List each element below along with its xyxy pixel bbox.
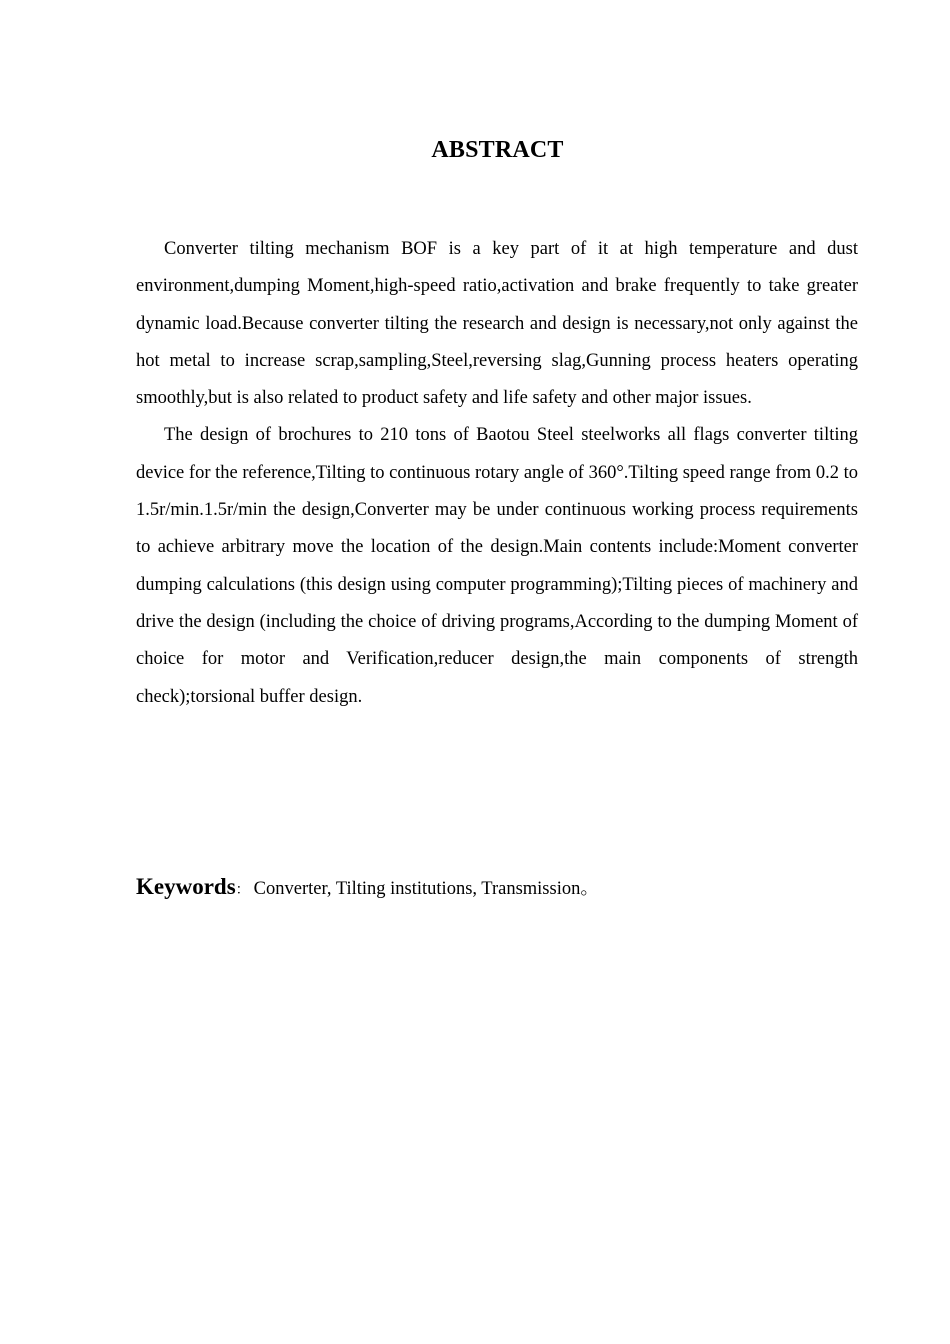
keywords-separator: ： [235,883,250,898]
keywords-label: Keywords [136,874,236,899]
abstract-paragraph-2: The design of brochures to 210 tons of Baotou Steel steelworks all flags converter tilting device for the reference,Tilting to continuous rotary angle of 360°.Tilting speed range from 0.2 to 1.5r/min.1.5r/min the design,Converter may be under continuous working process requirements to achieve arbitrary move the location of the design.Main contents include:Moment converter dumping calculations (this design using computer programming);Tilting pieces of machinery and drive the design (including the choice of driving programs,According to the dumping Moment of choice for motor and Verification,reducer design,the main components of strength check);torsional buffer design. [136,425,858,707]
abstract-body [136,231,858,716]
keywords-text: Converter, Tilting institutions, Transmission。 [253,879,599,899]
abstract-title: ABSTRACT [431,137,564,163]
keywords-line [136,870,858,908]
abstract-paragraph-1: Converter tilting mechanism BOF is a key part of it at high temperature and dust environment,dumping Moment,high-speed ratio,activation and brake frequently to take greater dynamic load.Because converter tilting the research and design is necessary,not only against the hot metal to increase scrap,sampling,Steel,reversing slag,Gunning process heaters operating smoothly,but is also related to product safety and life safety and other major issues. [136,239,858,409]
